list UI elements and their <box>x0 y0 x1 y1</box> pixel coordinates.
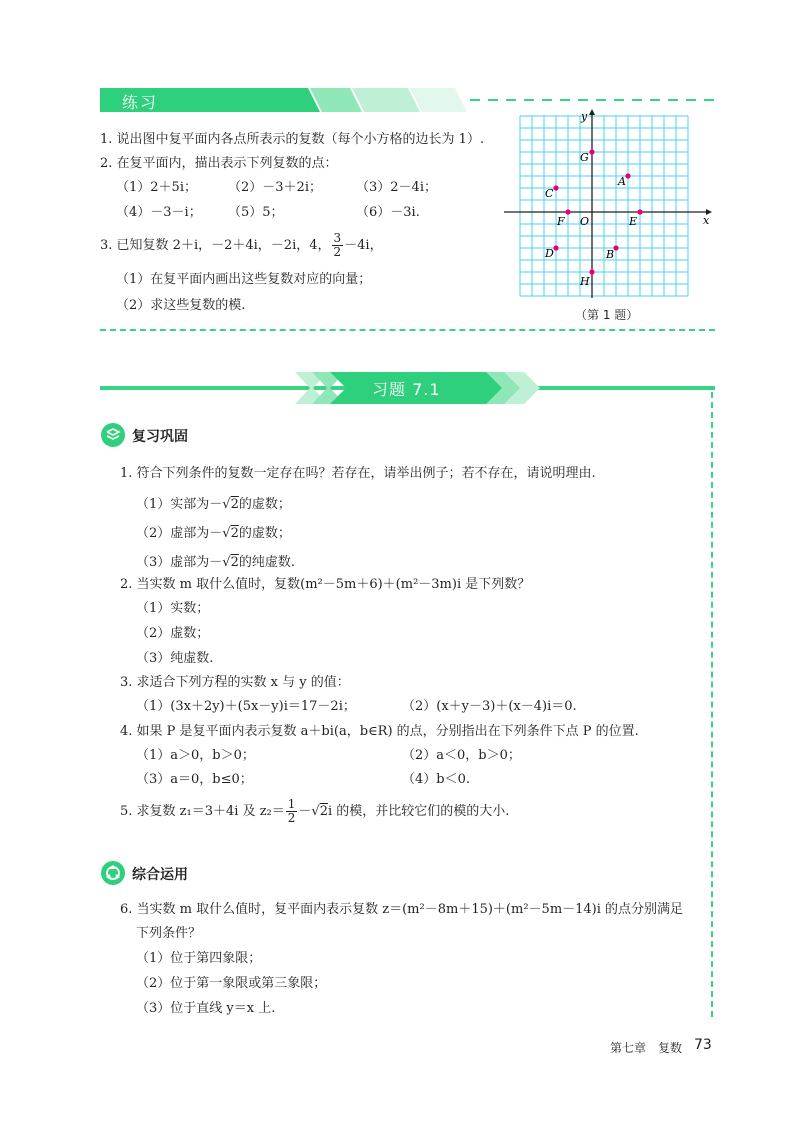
practice-q3-post: －4i， <box>344 238 383 253</box>
exercise-4-item: （1）a＞0，b＞0； <box>136 748 255 763</box>
exercise-2-item: （1）实数； <box>136 601 210 616</box>
practice-q2-item: （5）5； <box>228 205 284 220</box>
review-exercises <box>120 458 710 828</box>
point-label-h: H <box>580 275 590 288</box>
section-review-heading <box>100 422 400 448</box>
complex-plane-figure <box>500 108 714 304</box>
practice-q3-item: （1）在复平面内画出这些复数对应的向量； <box>116 272 372 287</box>
item-text: （3）虚部为－ <box>136 555 223 570</box>
recycle-icon <box>100 860 126 886</box>
practice-q2-item: （1）2＋5i； <box>116 180 197 195</box>
point-label-f: F <box>557 215 565 228</box>
point-e <box>637 209 642 214</box>
exercise-2-item: （2）虚数； <box>136 626 210 641</box>
point-f <box>565 209 570 214</box>
item-text: （2）虚部为－ <box>136 526 223 541</box>
point-label-b: B <box>606 248 615 261</box>
section-review-title: 复习巩固 <box>132 429 188 445</box>
radicand: 2 <box>230 555 239 570</box>
item-text: 的纯虚数. <box>238 555 295 570</box>
practice-q2: 2. 在复平面内，描出表示下列复数的点： <box>100 156 338 171</box>
exercise-6-item: （2）位于第一象限或第三象限； <box>136 976 327 991</box>
item-text: 5. 求复数 z₁＝3＋4i 及 z₂＝ <box>120 804 285 819</box>
origin-label: O <box>580 215 590 228</box>
y-axis-label: y <box>581 110 588 123</box>
fraction-denominator: 2 <box>333 245 342 259</box>
radicand: 2 <box>319 804 328 819</box>
x-axis-label: x <box>703 214 710 227</box>
y-axis-arrow <box>589 109 595 115</box>
exercise-6-line1: 6. 当实数 m 取什么值时，复平面内表示复数 z＝(m²－8m＋15)＋(m²－5m－14)i 的点分别满足 <box>120 902 684 917</box>
exercise-4: 4. 如果 P 是复平面内表示复数 a＋bi(a，b∈R) 的点，分别指出在下列条件下点 P 的位置. <box>120 724 639 739</box>
exercise-1-item <box>136 553 295 573</box>
exercise-3: 3. 求适合下列方程的实数 x 与 y 的值： <box>120 675 350 690</box>
exercise-4-item: （2）a＜0，b＞0； <box>402 748 521 763</box>
item-text: i 的模，并比较它们的模的大小. <box>328 804 510 819</box>
sqrt-sign: √ <box>222 497 231 512</box>
sqrt-sign: √ <box>222 555 231 570</box>
exercise-banner-title: 习题 7.1 <box>372 380 441 399</box>
point-h <box>589 269 594 274</box>
footer-chapter: 第七章 复数 <box>610 1041 683 1055</box>
exercise-1: 1. 符合下列条件的复数一定存在吗？若存在，请举出例子；若不存在，请说明理由. <box>120 466 596 481</box>
practice-body <box>100 128 500 328</box>
radicand: 2 <box>230 497 239 512</box>
practice-q3-item: （2）求这些复数的模. <box>116 298 246 313</box>
practice-q2-item: （6）－3i. <box>356 205 420 220</box>
exercise-1-item <box>136 495 291 515</box>
exercise-4-item: （3）a＝0，b≤0； <box>136 772 253 787</box>
exercise-2: 2. 当实数 m 取什么值时，复数(m²－5m＋6)＋(m²－3m)i 是下列数？ <box>120 577 531 592</box>
point-b <box>613 245 618 250</box>
page-number: 73 <box>694 1037 712 1053</box>
practice-q3-pre: 3. 已知复数 2＋i，－2＋4i，－2i，4， <box>100 238 331 253</box>
practice-q3 <box>100 232 383 259</box>
practice-q1: 1. 说出图中复平面内各点所表示的复数（每个小方格的边长为 1）. <box>100 132 485 147</box>
layers-icon <box>100 422 126 448</box>
radicand: 2 <box>230 526 239 541</box>
exercise-1-item <box>136 524 291 544</box>
item-text: 的虚数； <box>238 526 291 541</box>
section-apply-title: 综合运用 <box>132 867 188 883</box>
apply-exercises <box>120 896 710 1026</box>
point-label-d: D <box>545 247 554 260</box>
fraction <box>332 232 344 259</box>
practice-q2-item: （4）－3－i； <box>116 205 202 220</box>
point-d <box>553 245 558 250</box>
section-apply-heading <box>100 860 400 886</box>
fraction <box>286 798 298 825</box>
sqrt-sign: √ <box>222 526 231 541</box>
exercise-2-item: （3）纯虚数. <box>136 651 214 666</box>
point-label-c: C <box>545 187 554 200</box>
point-g <box>589 149 594 154</box>
exercise-6-line2: 下列条件？ <box>136 926 202 941</box>
point-c <box>553 185 558 190</box>
point-label-a: A <box>618 175 626 188</box>
exercise-4-item: （4）b＜0. <box>402 772 470 787</box>
sqrt-sign: √ <box>311 804 320 819</box>
practice-q2-item: （3）2－4i； <box>356 180 437 195</box>
point-label-g: G <box>580 151 589 164</box>
practice-q2-item: （2）－3＋2i； <box>228 180 322 195</box>
exercise-6-item: （3）位于直线 y＝x 上. <box>136 1001 276 1016</box>
page-footer <box>560 1037 720 1057</box>
item-text: （1）实部为－ <box>136 497 223 512</box>
item-text: 的虚数； <box>238 497 291 512</box>
fraction-numerator: 3 <box>333 231 342 245</box>
exercise-banner <box>100 372 715 404</box>
exercise-6-item: （1）位于第四象限； <box>136 951 262 966</box>
figure-caption: （第 1 题） <box>575 308 639 322</box>
practice-title: 练习 <box>122 93 159 112</box>
point-a <box>625 173 630 178</box>
exercise-3-item: （1）(3x＋2y)＋(5x－y)i＝17－2i； <box>136 699 356 714</box>
exercise-right-border <box>711 392 713 1017</box>
practice-bottom-divider <box>100 329 715 331</box>
exercise-3-item: （2）(x＋y－3)＋(x－4)i＝0. <box>402 699 577 714</box>
item-text: － <box>298 804 312 819</box>
fraction-denominator: 2 <box>287 811 296 825</box>
fraction-numerator: 1 <box>287 797 296 811</box>
point-label-e: E <box>629 215 638 228</box>
exercise-5 <box>120 798 509 826</box>
